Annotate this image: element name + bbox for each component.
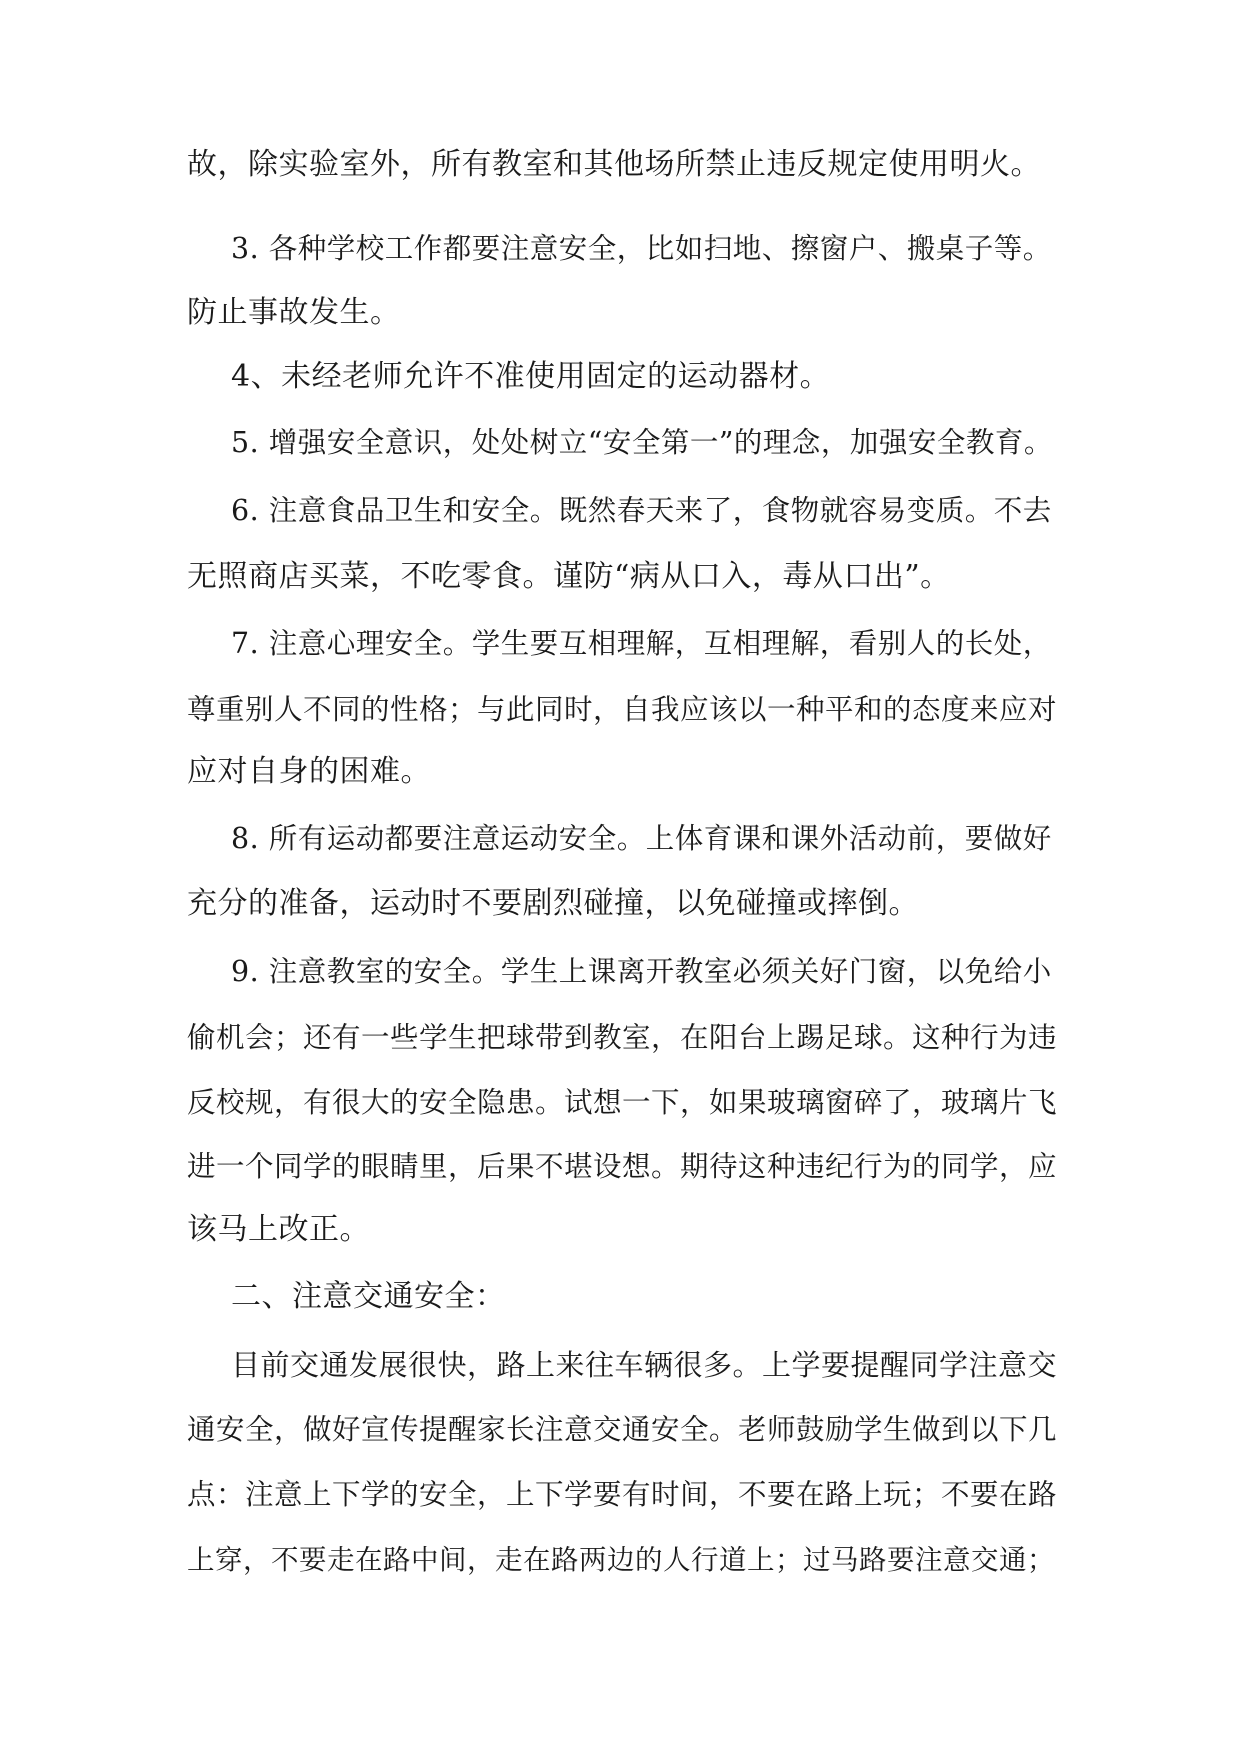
text-line: 9. 注意教室的安全。学生上课离开教室必须关好门窗，以免给小: [231, 955, 1052, 988]
text-line: 8. 所有运动都要注意运动安全。上体育课和课外活动前，要做好: [231, 822, 1052, 855]
text-line: 通安全，做好宣传提醒家长注意交通安全。老师鼓励学生做到以下几: [187, 1413, 1058, 1446]
text-line: 5. 增强安全意识，处处树立“安全第一”的理念，加强安全教育。: [231, 426, 1053, 459]
text-line: 上穿，不要走在路中间，走在路两边的人行道上；过马路要注意交通；: [187, 1544, 1055, 1576]
text-line: 点：注意上下学的安全，上下学要有时间，不要在路上玩；不要在路: [187, 1478, 1058, 1511]
text-line: 目前交通发展很快，路上来往车辆很多。上学要提醒同学注意交: [231, 1348, 1058, 1382]
text-line: 防止事故发生。: [187, 295, 401, 330]
text-line: 充分的准备，运动时不要剧烈碰撞，以免碰撞或摔倒。: [187, 886, 919, 921]
text-line: 4、未经老师允许不准使用固定的运动器材。: [231, 359, 831, 394]
text-line: 6. 注意食品卫生和安全。既然春天来了，食物就容易变质。不去: [231, 494, 1052, 527]
text-line: 3. 各种学校工作都要注意安全，比如扫地、擦窗户、搬桌子等。: [231, 232, 1052, 265]
text-line: 该马上改正。: [187, 1212, 370, 1247]
text-line: 7. 注意心理安全。学生要互相理解，互相理解，看别人的长处，: [231, 627, 1052, 660]
text-line: 故，除实验室外，所有教室和其他场所禁止违反规定使用明火。: [187, 147, 1041, 182]
text-line: 偷机会；还有一些学生把球带到教室，在阳台上踢足球。这种行为违: [187, 1021, 1058, 1054]
text-line: 反校规，有很大的安全隐患。试想一下，如果玻璃窗碎了，玻璃片飞: [187, 1086, 1058, 1119]
text-line: 应对自身的困难。: [187, 754, 431, 789]
section-heading: 二、注意交通安全：: [231, 1279, 506, 1314]
text-line: 进一个同学的眼睛里，后果不堪设想。期待这种违纪行为的同学，应: [187, 1150, 1058, 1183]
text-line: 尊重别人不同的性格；与此同时，自我应该以一种平和的态度来应对: [187, 693, 1058, 726]
text-line: 无照商店买菜，不吃零食。谨防“病从口入，毒从口出”。: [187, 559, 951, 594]
